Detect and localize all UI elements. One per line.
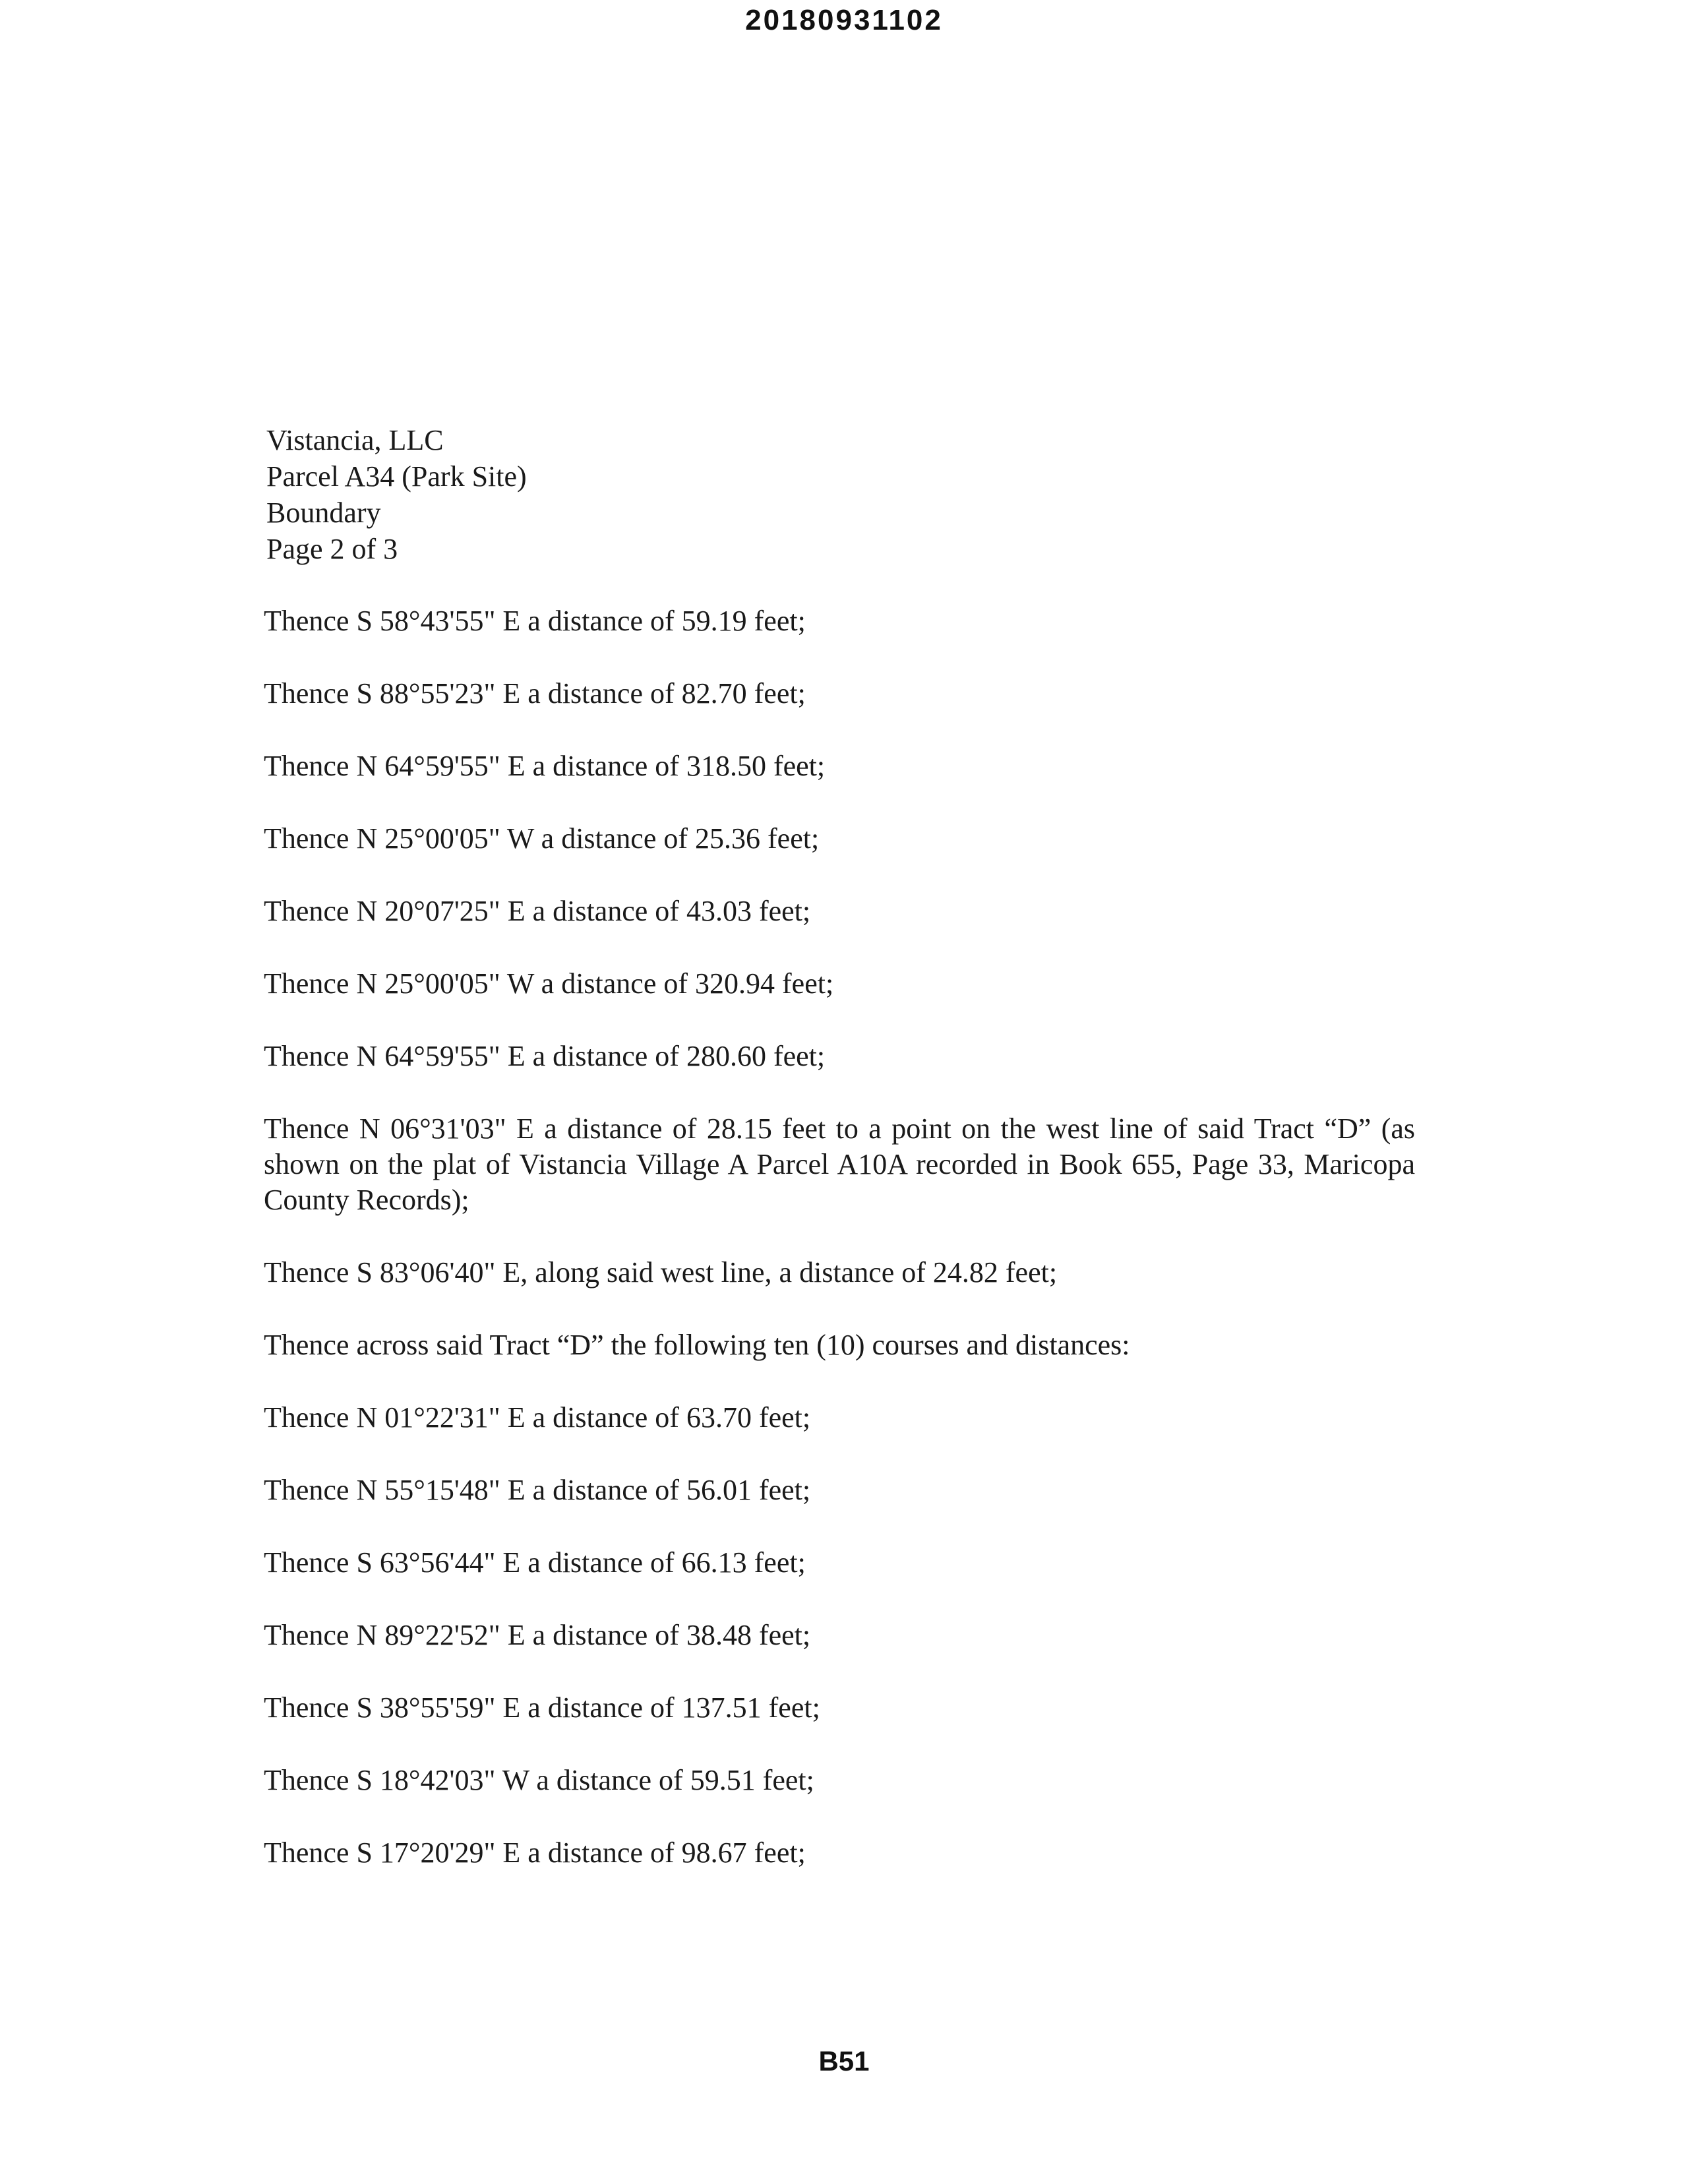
course-paragraph: Thence N 25°00'05" W a distance of 320.94 feet; <box>264 967 834 1000</box>
course-paragraph: Thence N 20°07'25" E a distance of 43.03 feet; <box>264 895 811 927</box>
parcel-name: Parcel A34 (Park Site) <box>266 460 527 493</box>
document-header <box>266 422 527 567</box>
description-type: Boundary <box>266 497 381 529</box>
course-paragraph: Thence N 06°31'03" E a distance of 28.15 feet to a point on the west line of said Tract “D” (as shown on the plat of Vistancia Village A Parcel A10A recorded in Book 655, Page 33, Maricopa County Records); <box>264 1112 1415 1216</box>
course-paragraph: Thence S 38°55'59" E a distance of 137.51 feet; <box>264 1691 820 1724</box>
document-number: 20180931102 <box>745 4 943 36</box>
course-paragraph: Thence N 55°15'48" E a distance of 56.01 feet; <box>264 1474 811 1506</box>
course-paragraph: Thence S 83°06'40" E, along said west line, a distance of 24.82 feet; <box>264 1256 1058 1289</box>
page-identifier: B51 <box>818 2046 870 2077</box>
course-paragraph: Thence S 17°20'29" E a distance of 98.67 feet; <box>264 1836 806 1869</box>
course-paragraph: Thence S 18°42'03" W a distance of 59.51 feet; <box>264 1764 814 1796</box>
course-paragraph: Thence N 64°59'55" E a distance of 318.50 feet; <box>264 750 826 782</box>
course-paragraph: Thence S 63°56'44" E a distance of 66.13 feet; <box>264 1546 806 1579</box>
course-paragraph: Thence N 64°59'55" E a distance of 280.60 feet; <box>264 1040 826 1072</box>
course-intro-paragraph: Thence across said Tract “D” the following ten (10) courses and distances: <box>264 1329 1130 1361</box>
legal-description-body <box>264 603 1415 1908</box>
owner-name: Vistancia, LLC <box>266 424 444 456</box>
course-paragraph: Thence S 58°43'55" E a distance of 59.19 feet; <box>264 605 806 637</box>
course-paragraph: Thence N 01°22'31" E a distance of 63.70 feet; <box>264 1401 811 1434</box>
page-count: Page 2 of 3 <box>266 533 398 565</box>
course-paragraph: Thence S 88°55'23" E a distance of 82.70 feet; <box>264 677 806 710</box>
course-paragraph: Thence N 89°22'52" E a distance of 38.48 feet; <box>264 1619 811 1651</box>
course-paragraph: Thence N 25°00'05" W a distance of 25.36 feet; <box>264 822 820 855</box>
